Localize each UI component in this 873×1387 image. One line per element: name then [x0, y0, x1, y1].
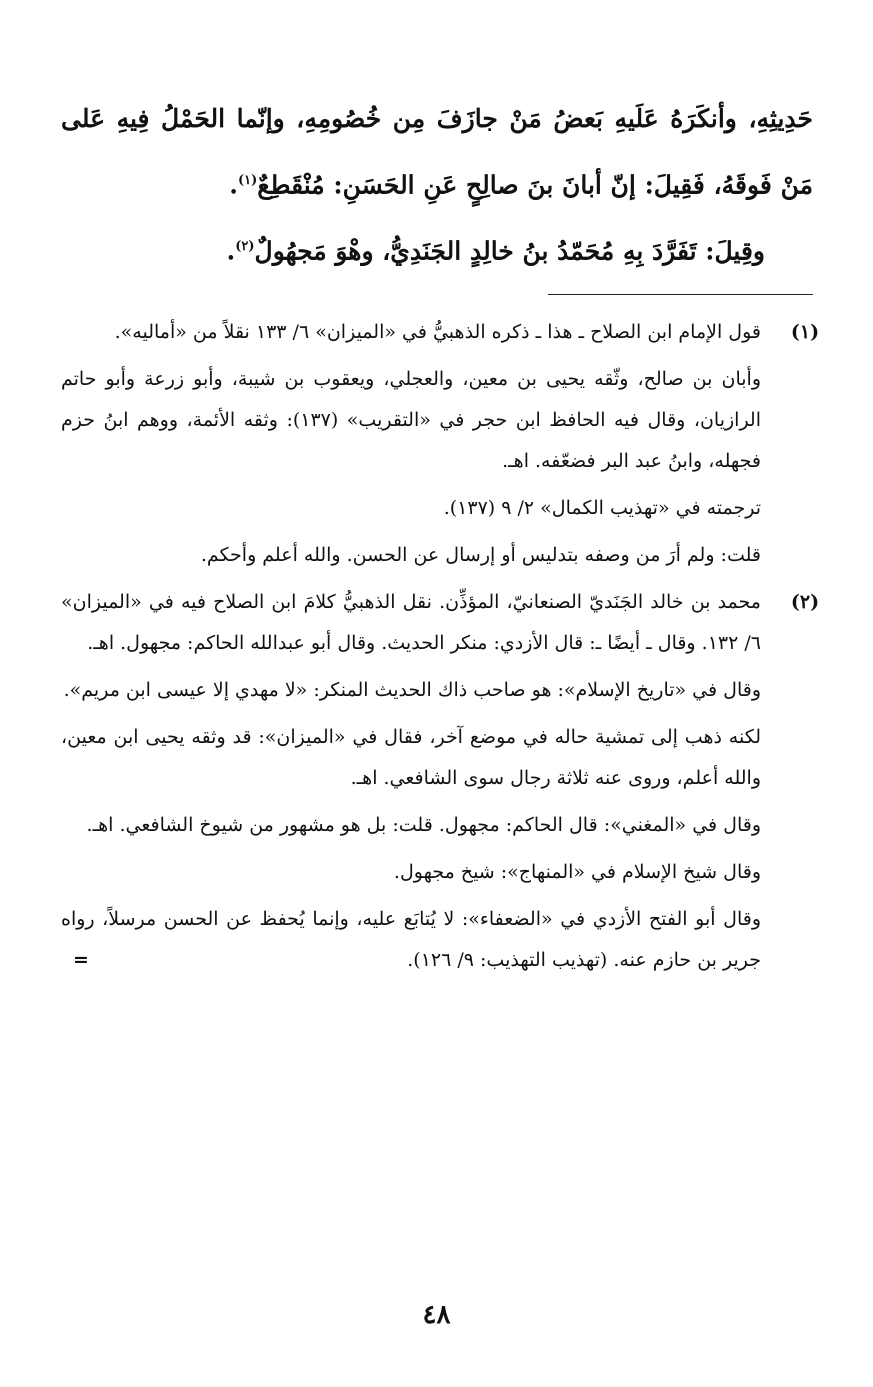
main-text-block	[61, 88, 813, 283]
footnote-paragraph: وقال في «المغني»: قال الحاكم: مجهول. قلت: بل هو مشهور من شيوخ الشافعي. اهـ.	[86, 814, 761, 836]
footnote-paragraph: قول الإمام ابن الصلاح ـ هذا ـ ذكره الذهبيُّ في «الميزان» ٦/ ١٣٣ نقلاً من «أماليه».	[114, 321, 761, 343]
footnote-2	[61, 582, 833, 981]
footnote-paragraph-last: وقال أبو الفتح الأزدي في «الضعفاء»: لا يُتابَع عليه، وإنما يُحفظ عن الحسن مرسلاً، رواه جرير بن حازم عنه. (تهذيب التهذيب: ٩/ ١٢٦). =	[61, 899, 761, 981]
footnote-paragraph: لكنه ذهب إلى تمشية حاله في موضع آخر، فقال في «الميزان»: قد وثقه يحيى ابن معين، والله أعلم، وروى عنه ثلاثة رجال سوى الشافعي. اهـ.	[61, 726, 761, 789]
footnote-paragraph: وأبان بن صالح، وثّقه يحيى بن معين، والعجلي، ويعقوب بن شيبة، وأبو زرعة وأبو حاتم الرازيان، وقال فيه الحافظ ابن حجر في «التقريب» (١٣٧): وثقه الأئمة، ووهم ابنُ حزم فجهله، وابنُ عبد البر فضعّفه. اهـ.	[61, 368, 761, 472]
footnote-paragraph: محمد بن خالد الجَنَديّ الصنعانيّ، المؤذِّن. نقل الذهبيُّ كلامَ ابن الصلاح فيه في «الميزان» ٦/ ١٣٢. وقال ـ أيضًا ـ: قال الأزدي: منكر الحديث. وقال أبو عبدالله الحاكم: مجهول. اهـ.	[61, 591, 761, 654]
footnote-paragraph: وقال شيخ الإسلام في «المنهاج»: شيخ مجهول.	[393, 861, 761, 883]
main-paragraph-2: وقِيلَ: تَفَرَّدَ بِهِ مُحَمّدُ بنُ خالِدٍ الجَنَدِيُّ، وهْوَ مَجهُولٌ$^{(٢)}$.	[226, 236, 765, 266]
footnote-1	[61, 312, 833, 576]
footnote-paragraph: وقال في «تاريخ الإسلام»: هو صاحب ذاك الحديث المنكر: «لا مهدي إلا عيسى ابن مريم».	[63, 679, 761, 701]
continuation-mark: =	[73, 949, 89, 971]
footnote-separator	[548, 294, 813, 295]
footnotes-block	[61, 312, 833, 987]
main-paragraph-1: حَدِيثِهِ، وأنكَرَهُ عَلَيهِ بَعضُ مَنْ جازَفَ مِن خُصُومِهِ، وإنّما الحَمْلُ فِيهِ عَلى مَنْ فَوقَهُ، فَقِيلَ: إنّ أبانَ بنَ صالِحٍ عَنِ الحَسَنِ: مُنْقَطِعٌ$^{(١)}$.	[61, 104, 813, 200]
footnote-ref-2: (٢)	[235, 239, 255, 255]
footnote-number: (١)	[790, 321, 820, 343]
page-number: ٤٨	[422, 1300, 451, 1330]
footnote-paragraph: قلت: ولم أرَ من وصفه بتدليس أو إرسال عن الحسن. والله أعلم وأحكم.	[200, 544, 761, 566]
footnote-ref-1: (١)	[237, 173, 258, 188]
footnote-paragraph: ترجمته في «تهذيب الكمال» ٢/ ٩ (١٣٧).	[443, 497, 761, 519]
footnote-number: (٢)	[790, 591, 820, 613]
